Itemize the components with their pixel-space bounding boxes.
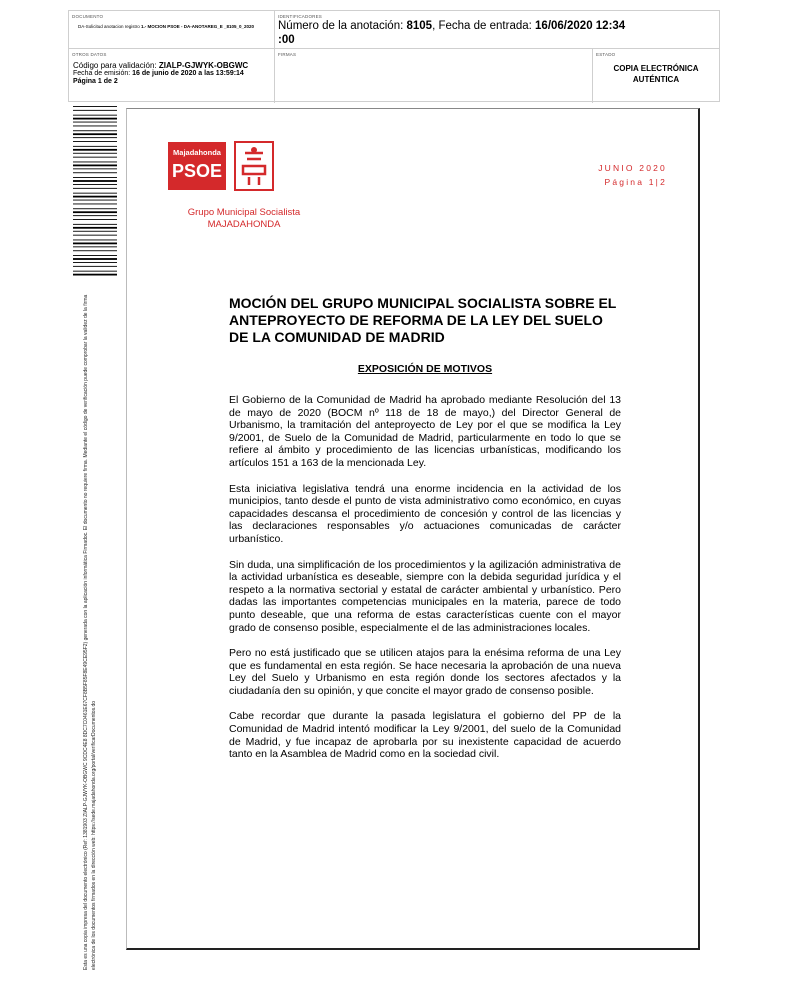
otros-datos-cell xyxy=(69,49,275,103)
identificadores-cell xyxy=(275,11,719,48)
motion-title: MOCIÓN DEL GRUPO MUNICIPAL SOCIALISTA SOBRE EL ANTEPROYECTO DE REFORMA DE LA LEY DEL SUELO DE LA COMUNIDAD DE MADRID xyxy=(229,295,617,345)
document-body xyxy=(229,394,621,774)
paragraph: Cabe recordar que durante la pasada legislatura el gobierno del PP de la Comunidad de Madrid intentó modificar la Ley 9/2001, del suelo de la Comunidad de Madrid, y fue incapaz de aprobarla por su inexistente capacidad de acuerdo tanto en la Asamblea de Madrid como en la sociedad civil. xyxy=(229,710,621,761)
estado-value: COPIA ELECTRÓNICA AUTÉNTICA xyxy=(613,64,699,84)
fecha-emision: 16 de junio de 2020 a las 13:59:14 xyxy=(132,70,244,77)
paragraph: El Gobierno de la Comunidad de Madrid ha aprobado mediante Resolución del 13 de mayo de 2020 (BOCM nº 118 de 18 de mayo,) del Director General de Urbanismo, la tramitación del anteproyecto de Ley por el que se modifica la Ley 9/2001, de Suelo de la Comunidad de Madrid, particularmente en todo lo que se refiere al ámbito y procedimiento de las licencias urbanísticas, modificando los artículos 151 a 163 de la mencionada Ley. xyxy=(229,394,621,469)
documento-label: DOCUMENTO xyxy=(72,14,104,19)
section-heading: EXPOSICIÓN DE MOTIVOS xyxy=(357,363,493,375)
paragraph: Pero no está justificado que se utilicen atajos para la enésima reforma de una Ley que es fundamental en esta región. Se hace necesaria la aprobación de una nueva Ley del Suelo y Urbanismo en esta región donde los sectores afectados y la ciudadanía den su opinión, y que concite el mayor grado de consenso posible. xyxy=(229,647,621,697)
estado-cell xyxy=(593,49,719,103)
barcode-icon xyxy=(73,106,117,276)
logo-text: Majadahonda xyxy=(173,148,221,157)
grupo-municipal: Grupo Municipal Socialista MAJADAHONDA xyxy=(187,207,301,230)
otros-datos: Código para validación: ZIALP-GJWYK-OBGWC Fecha de emisión: 16 de junio de 2020 a las 13:59:14 Página 1 de 2 xyxy=(73,61,249,85)
identificadores-label: IDENTIFICADORES xyxy=(278,14,323,19)
paragraph: Sin duda, una simplificación de los procedimientos y la agilización administrativa de la actividad urbanística es deseable, siempre con la debida seguridad jurídica y el respeto a la normativa sectorial y estatal de carácter ambiental y urbanístico. Pero dadas las importantes competencias municipales en la materia, parece de todo punto deseable, que una reforma de estas características cuente con el mayor grado de consenso posible, especialmente el de las administraciones locales. xyxy=(229,558,621,634)
codigo-validacion: ZIALP-GJWYK-OBGWC xyxy=(158,61,249,70)
pagina-indicator: Página 1 de 2 xyxy=(73,78,118,85)
otros-datos-label: OTROS DATOS xyxy=(72,52,107,57)
logo-brand: PSOE xyxy=(171,161,223,181)
firmas-cell xyxy=(275,49,593,103)
psoe-logo-icon xyxy=(167,141,275,191)
anotacion-text: Número de la anotación: 8105, Fecha de entrada: 16/06/2020 12:34 :00 xyxy=(278,20,626,46)
document-page xyxy=(126,108,700,950)
document-header xyxy=(68,10,720,102)
firmas-label: FIRMAS xyxy=(278,52,297,57)
documento-cell xyxy=(69,11,275,48)
documento-name: DA-Solicitud anotacion registro 1.- MOCION PSOE - DA-ANOTAREG_E _8105_0_2020 xyxy=(78,24,255,29)
date-stamp: JUNIO 2020 Página 1|2 xyxy=(598,163,667,187)
estado-label: ESTADO xyxy=(596,52,616,57)
verification-side-text: Esta es una copia impresa del documento electrónico (Ref: 1381903 ZIALP-GJWYK-OBGWC 9CDC4E8 8DC7C0461E67CF8B5F85F8E49CE95F2) generada con la aplicación informática Firmadoc. El documento no requiere firma. Mediante el código de verificación puede comprobar la validez de la firma electrónica de los documentos firmados en la dirección web: https://sede.majadahonda.org/portal/verificarDocumentos.do xyxy=(83,294,97,970)
paragraph: Esta iniciativa legislativa tendrá una enorme incidencia en la actividad de los municipios, tanto desde el punto de vista administrativo como económico, en cuyas capacidades descansa el procedimiento de concesión y control de las licencias y las declaraciones responsables y/o actuaciones comunicadas de carácter urbanístico. xyxy=(229,482,621,545)
